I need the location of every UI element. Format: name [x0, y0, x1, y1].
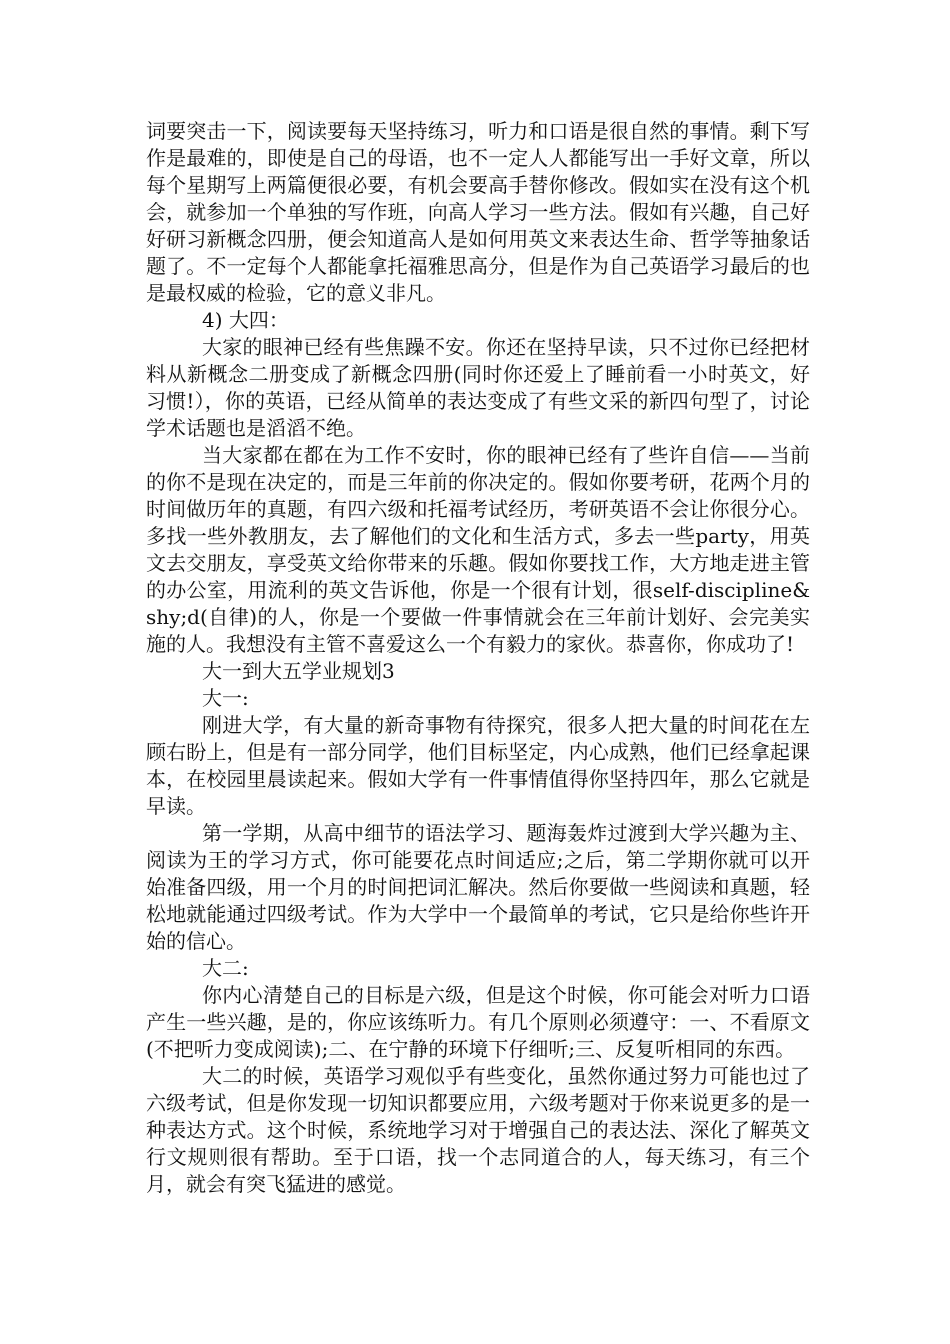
paragraph-freshman-morning-reading: 刚进大学，有大量的新奇事物有待探究，很多人把大量的时间花在左顾右盼上，但是有一部分同学，他们目标坚定，内心成熟，他们已经拿起课本，在校园里晨读起来。假如大学有一件事情值得你坚持四年，那么它就是早读。 — [146, 713, 810, 818]
paragraph-sophomore-expression: 大二的时候，英语学习观似乎有些变化，虽然你通过努力可能也过了六级考试，但是你发现一切知识都要应用，六级考题对于你来说更多的是一种表达方式。这个时候，系统地学习对于增强自己的表达法、深化了解英文行文规则很有帮助。至于口语，找一个志同道合的人，每天练习，有三个月，就会有突飞猛进的感觉。 — [146, 1064, 810, 1196]
document-page — [146, 118, 810, 1198]
heading-senior-year: 4) 大四： — [202, 308, 289, 332]
heading-freshman-year: 大一: — [202, 686, 249, 710]
paragraph-sophomore-listening: 你内心清楚自己的目标是六级，但是这个时候，你可能会对听力口语产生一些兴趣，是的，你应该练听力。有几个原则必须遵守：一、不看原文(不把听力变成阅读);二、在宁静的环境下仔细听;三、反复听相同的东西。 — [146, 983, 810, 1061]
section-title-plan-3: 大一到大五学业规划3 — [202, 659, 395, 683]
paragraph-senior-confidence: 当大家都在都在为工作不安时，你的眼神已经有了些许自信——当前的你不是现在决定的，而是三年前的你决定的。假如你要考研，花两个月的时间做历年的真题，有四六级和托福考试经历，考研英语不会让你很分心。多找一些外教朋友，去了解他们的文化和生活方式，多去一些party，用英文去交朋友，享受英文给你带来的乐趣。假如你要找工作，大方地走进主管的办公室，用流利的英文告诉他，你是一个很有计划，很self-discipline&shy;d(自律)的人，你是一个要做一件事情就会在三年前计划好、会完美实施的人。我想没有主管不喜爱这么一个有毅力的家伙。恭喜你，你成功了! — [146, 443, 810, 656]
paragraph-senior-reading: 大家的眼神已经有些焦躁不安。你还在坚持早读，只不过你已经把材料从新概念二册变成了新概念四册(同时你还爱上了睡前看一小时英文，好习惯!），你的英语，已经从简单的表达变成了有些文采的新四句型了，讨论学术话题也是滔滔不绝。 — [146, 335, 810, 440]
paragraph-writing-advice: 词要突击一下，阅读要每天坚持练习，听力和口语是很自然的事情。剩下写作是最难的，即使是自己的母语，也不一定人人都能写出一手好文章，所以每个星期写上两篇便很必要，有机会要高手替你修改。假如实在没有这个机会，就参加一个单独的写作班，向高人学习一些方法。假如有兴趣，自己好好研习新概念四册，便会知道高人是如何用英文来表达生命、哲学等抽象话题了。不一定每个人都能拿托福雅思高分，但是作为自己英语学习最后的也是最权威的检验，它的意义非凡。 — [146, 119, 810, 305]
heading-sophomore-year: 大二: — [202, 956, 249, 980]
paragraph-freshman-first-semester: 第一学期，从高中细节的语法学习、题海轰炸过渡到大学兴趣为主、阅读为王的学习方式，你可能要花点时间适应;之后，第二学期你就可以开始准备四级，用一个月的时间把词汇解决。然后你要做一些阅读和真题，轻松地就能通过四级考试。作为大学中一个最简单的考试，它只是给你些许开始的信心。 — [146, 821, 810, 953]
